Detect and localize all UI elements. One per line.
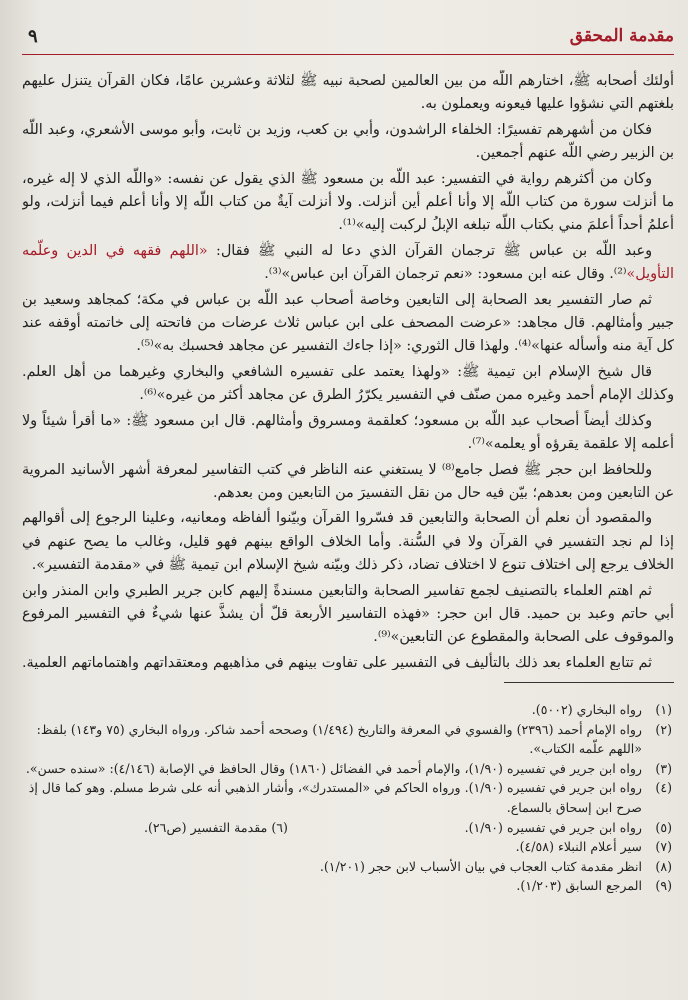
paragraph-2: فكان من أشهرهم تفسيرًا: الخلفاء الراشدون، وأبي بن كعب، وزيد بن ثابت، وأبو موسى الأشعري، وعبد اللّه بن الزبير رضي اللّه عنهم أجمعين. bbox=[22, 121, 674, 162]
paragraph-8: وللحافظ ابن حجر ﷺ فصل جامع⁽⁸⁾ لا يستغني عنه الناظر في كتب التفاسير لمعرفة أشهر الأسانيد المروية عن التابعين ومن بعدهم؛ بيّن فيه حال من نقل التفسيرَ من التابعين ومن بعدهم. bbox=[22, 461, 674, 501]
footnote-text: المرجع السابق (١/٢٠٣). bbox=[516, 878, 642, 894]
footnote-text: رواه ابن جرير في تفسيره (١/٩٠). ورواه الحاكم في «المستدرك»، وأشار الذهبي أنه على شرط مسلم. وهو كما قال إذ صرح ابن إسحاق بالسماع. bbox=[28, 780, 642, 815]
footnote bbox=[24, 837, 672, 857]
footnote bbox=[24, 857, 672, 877]
footnote-text: رواه البخاري (٥٠٠٢). bbox=[531, 702, 642, 717]
footnote-number: (٦) bbox=[271, 819, 288, 835]
footnote-number: (٧) bbox=[655, 839, 672, 855]
footnote bbox=[24, 720, 672, 759]
footnote-number: (٥) bbox=[655, 819, 672, 835]
paragraph-4 bbox=[22, 240, 674, 287]
running-title: مقدمة المحقق bbox=[569, 26, 674, 46]
footnote-number: (١) bbox=[655, 702, 672, 717]
footnote-text: سير أعلام النبلاء (٤/٥٨). bbox=[515, 839, 642, 855]
page-header bbox=[22, 22, 674, 55]
footnote-text: رواه الإمام أحمد (٢٣٩٦) والفسوي في المعرفة والتاريخ (١/٤٩٤) وصححه أحمد شاكر. ورواه البخاري (٧٥ و١٤٣) بلفظ: «اللهم علّمه الكتاب». bbox=[36, 721, 642, 757]
footnote-number: (٢) bbox=[655, 721, 672, 737]
paragraph-11: ثم تتابع العلماء بعد ذلك بالتأليف في التفسير على تفاوت بينهم في مذاهبهم ومعتقداتهم واهتماماتهم العلمية. bbox=[22, 654, 652, 670]
paragraph-4-start: وعبد اللّه بن عباس ﷺ ترجمان القرآن الذي دعا له النبي ﷺ فقال: bbox=[207, 242, 652, 259]
paragraph-7: وكذلك أيضاً أصحاب عبد اللّه بن مسعود؛ كعلقمة ومسروق وأمثالهم. قال ابن مسعود ﷺ: «ما أقرأ شيئاً ولا أعلمه إلا علقمة يقرؤه أو يعلمه»⁽⁷⁾. bbox=[22, 412, 674, 453]
footnote-text: رواه ابن جرير في تفسيره (١/٩٠)، والإمام أحمد في الفضائل (١٨٦٠) وقال الحافظ في الإصابة (٤/١٤٦): «سنده حسن». bbox=[25, 760, 642, 776]
page-number: ٩ bbox=[28, 26, 38, 47]
footnote-number: (٣) bbox=[655, 760, 672, 776]
paragraph-3: وكان من أكثرهم رواية في التفسير: عبد اللّه بن مسعود ﷺ الذي يقول عن نفسه: «واللّه الذي لا إله غيره، ما أنزلت سورة من كتاب اللّه إلا وأنا أعلم أين أنزلت. ولا أنزلت آيةٌ من كتاب اللّه إلا وأنا أعلم فيما أنزلت، ولو أعلمُ أحداً أعلمَ مني بكتاب اللّه تبلغه الإبلُ لركبت إليه»⁽¹⁾. bbox=[22, 170, 674, 234]
footnote bbox=[24, 876, 672, 896]
footnote-separator bbox=[504, 682, 674, 683]
footnote bbox=[24, 700, 672, 720]
footnote-number: (٨) bbox=[655, 858, 672, 874]
footnote-text: مقدمة التفسير (ص٢٦). bbox=[144, 819, 268, 835]
prophetic-prayer-quote: «اللهم فقهه في الدين وعلّمه التأويل» bbox=[22, 242, 674, 283]
footnote-number: (٩) bbox=[655, 878, 672, 894]
footnote bbox=[24, 778, 672, 817]
footnote-text: انظر مقدمة كتاب العجاب في بيان الأسباب لابن حجر (١/٢٠١). bbox=[319, 858, 642, 874]
footnote-number: (٤) bbox=[655, 780, 672, 796]
paragraph-9: والمقصود أن نعلم أن الصحابة والتابعين قد فسّروا القرآن وبيّنوا ألفاظه ومعانيه، وعلينا الرجوع إلى أقوالهم إذا لم نجد التفسير في القرآن ولا في السُّنة. وأما الخلاف الواقع بينهم فهو قليل، وغالب ما يصح عنهم في الخلاف يرجع إلى اختلاف تنوع لا اختلاف تضاد، ذكر ذلك وبيّنه شيخ الإسلام ابن تيمية ﷺ في «مقدمة التفسير». bbox=[22, 510, 674, 574]
paragraph-6: قال شيخ الإسلام ابن تيمية ﷺ: «ولهذا يعتمد على تفسيره الشافعي والبخاري وغيرهما من أهل العلم. وكذلك الإمام أحمد وغيره ممن صنّف في التفسير يكرّرُ الطرق عن مجاهد أكثر من غيره»⁽⁶⁾. bbox=[22, 363, 674, 404]
main-text bbox=[22, 70, 674, 670]
footnote bbox=[24, 759, 672, 779]
paragraph-4-end: ⁽²⁾. وقال عنه ابن مسعود: «نعم ترجمان القرآن ابن عباس»⁽³⁾. bbox=[264, 266, 627, 283]
paragraph-1: أولئك أصحابه ﷺ، اختارهم اللّه من بين العالمين لصحبة نبيه ﷺ لثلاثة وعشرين عامًا، فكان القرآن يتنزل عليهم بلغتهم التي نشؤوا عليها فيعونه ويعملون به. bbox=[22, 73, 674, 113]
footnotes bbox=[24, 700, 672, 986]
footnote-pair bbox=[24, 818, 672, 838]
paragraph-10: ثم اهتم العلماء بالتصنيف لجمع تفاسير الصحابة والتابعين مسندةً إليهم كابن جرير الطبري وابن المنذر وابن أبي حاتم وعبد بن حميد. قال ابن حجر: «فهذه التفاسير الأربعة قلّ أن يشذَّ عنها شيءٌ في التفسير المرفوع والموقوف على الصحابة والمقطوع عن التابعين»⁽⁹⁾. bbox=[22, 582, 674, 646]
footnote-text: رواه ابن جرير في تفسيره (١/٩٠). bbox=[464, 819, 642, 835]
paragraph-5: ثم صار التفسير بعد الصحابة إلى التابعين وخاصة أصحاب عبد اللّه بن عباس في مكة؛ كمجاهد وسعيد بن جبير وأمثالهم. قال مجاهد: «عرضت المصحف على ابن عباس ثلاث عرضات من فاتحته إلى خاتمته أوقفه عند كل آية منه وأسأله عنها»⁽⁴⁾. ولهذا قال الثوري: «إذا جاءك التفسير عن مجاهد فحسبك به»⁽⁵⁾. bbox=[22, 291, 674, 355]
